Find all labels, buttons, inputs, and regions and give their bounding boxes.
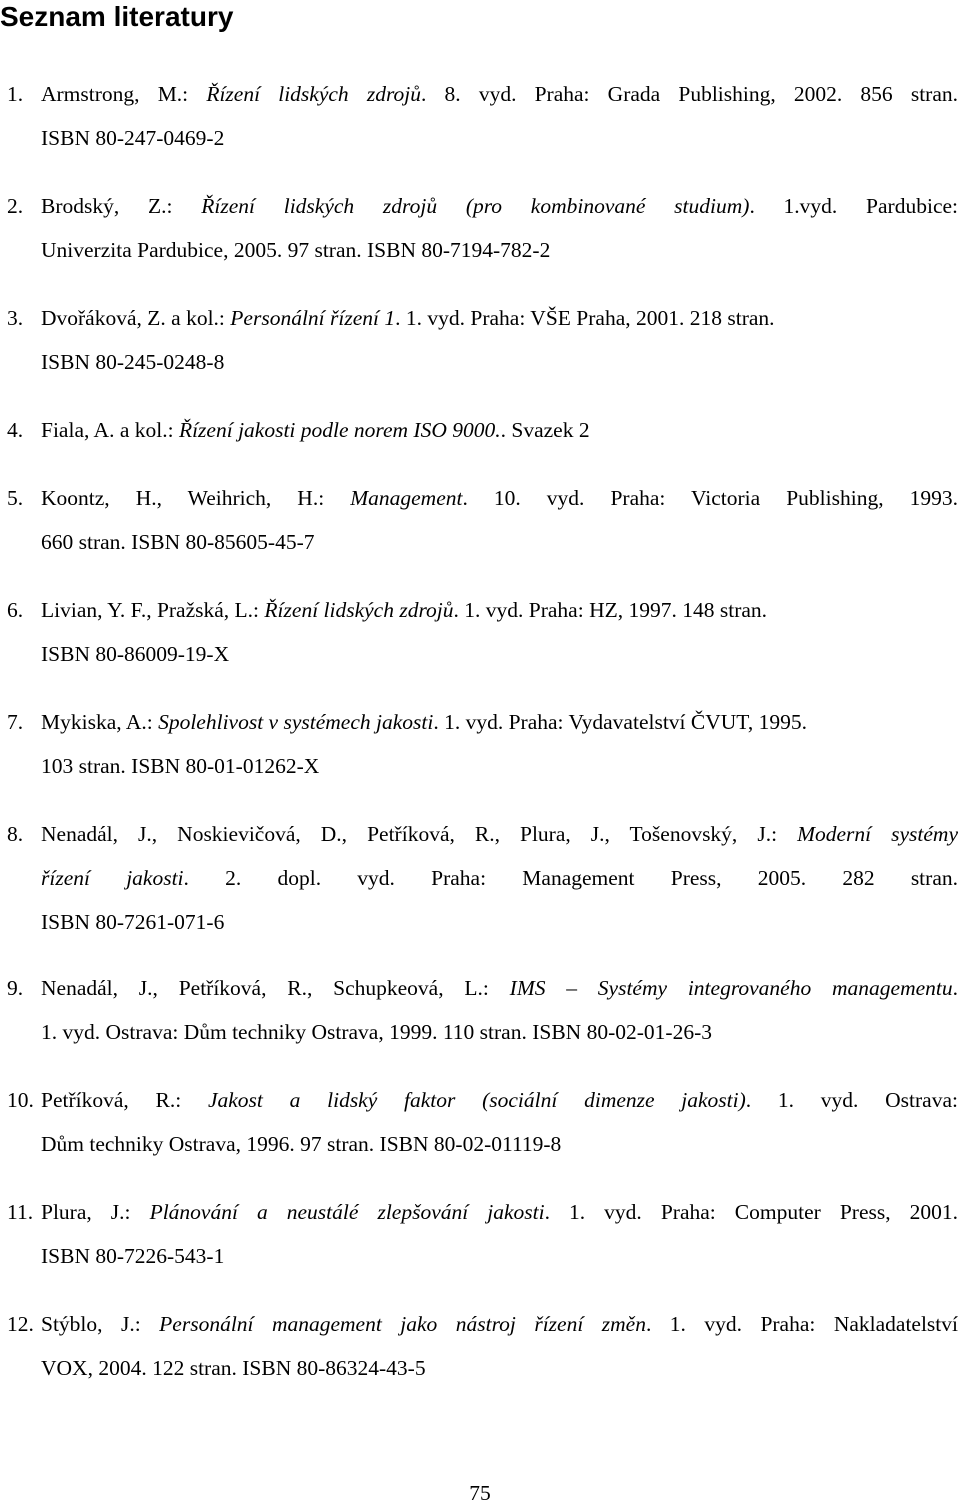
reference-text <box>41 296 958 384</box>
reference-segment: Dvořáková, Z. a kol.: <box>41 306 231 330</box>
reference-segment: . 1. vyd. Praha: VŠE Praha, 2001. 218 stran. <box>395 306 775 330</box>
reference-number: 12. <box>7 1312 34 1336</box>
reference-line <box>41 340 958 384</box>
reference-segment: Dům techniky Ostrava, 1996. 97 stran. ISBN 80-02-01119-8 <box>41 1132 562 1156</box>
reference-line <box>41 184 958 228</box>
reference-line <box>41 1078 958 1122</box>
reference-line <box>41 1302 958 1346</box>
reference-line <box>41 900 958 944</box>
reference-segment: ISBN 80-247-0469-2 <box>41 126 225 150</box>
reference-text <box>41 588 958 676</box>
reference-segment: 1. vyd. Ostrava: Dům techniky Ostrava, 1999. 110 stran. ISBN 80-02-01-26-3 <box>41 1020 712 1044</box>
reference-segment: . 1.vyd. Pardubice: <box>749 194 959 218</box>
reference-number: 6. <box>7 598 24 622</box>
reference-segment: . 1. vyd. Praha: Computer Press, 2001. <box>544 1200 959 1224</box>
reference-text <box>41 1302 958 1390</box>
reference-title: Personální management jako nástroj řízení změn <box>159 1312 646 1336</box>
reference-text <box>41 408 958 452</box>
reference-segment: VOX, 2004. 122 stran. ISBN 80-86324-43-5 <box>41 1356 426 1380</box>
reference-segment: . 2. dopl. vyd. Praha: Management Press, 2005. 282 stran. <box>183 866 958 890</box>
reference-segment: Koontz, H., Weihrich, H.: <box>41 486 351 510</box>
reference-segment: ISBN 80-7261-071-6 <box>41 910 225 934</box>
reference-segment: 660 stran. ISBN 80-85605-45-7 <box>41 530 315 554</box>
reference-number: 11. <box>7 1200 34 1224</box>
reference-line <box>41 116 958 160</box>
reference-line <box>41 228 958 272</box>
page-title: Seznam literatury <box>0 1 234 32</box>
reference-segment: Mykiska, A.: <box>41 710 159 734</box>
reference-text <box>41 700 958 788</box>
reference-title: Plánování a neustálé zlepšování jakosti <box>149 1200 545 1224</box>
reference-title: Řízení lidských zdrojů <box>206 82 421 106</box>
reference-segment: Brodský, Z.: <box>41 194 202 218</box>
reference-title: Řízení lidských zdrojů <box>264 598 454 622</box>
reference-text <box>41 812 958 944</box>
reference-line <box>41 812 958 856</box>
reference-line <box>41 632 958 676</box>
reference-number: 5. <box>7 486 24 510</box>
reference-segment: ISBN 80-7226-543-1 <box>41 1244 225 1268</box>
reference-number: 8. <box>7 822 24 846</box>
reference-line <box>41 520 958 564</box>
reference-number: 7. <box>7 710 24 734</box>
reference-segment: ISBN 80-86009-19-X <box>41 642 230 666</box>
reference-text <box>41 72 958 160</box>
reference-number: 9. <box>7 976 24 1000</box>
reference-segment: 103 stran. ISBN 80-01-01262-X <box>41 754 320 778</box>
reference-title: řízení jakosti <box>41 866 184 890</box>
reference-number: 4. <box>7 418 24 442</box>
page-number: 75 <box>469 1481 491 1505</box>
reference-segment: Plura, J.: <box>41 1200 150 1224</box>
reference-line <box>41 1234 958 1278</box>
reference-segment: Univerzita Pardubice, 2005. 97 stran. ISBN 80-7194-782-2 <box>41 238 551 262</box>
reference-segment: . 1. vyd. Praha: Nakladatelství <box>645 1312 958 1336</box>
reference-line <box>41 1190 958 1234</box>
reference-segment: . 1. vyd. Praha: Vydavatelství ČVUT, 1995. <box>433 710 807 734</box>
reference-number: 1. <box>7 82 24 106</box>
reference-segment: Fiala, A. a kol.: <box>41 418 179 442</box>
reference-title: IMS – Systémy integrovaného managementu <box>509 976 953 1000</box>
reference-text <box>41 184 958 272</box>
reference-segment: . 1. vyd. Ostrava: <box>745 1088 958 1112</box>
reference-segment: . 1. vyd. Praha: HZ, 1997. 148 stran. <box>453 598 768 622</box>
reference-number: 2. <box>7 194 24 218</box>
reference-line <box>41 700 958 744</box>
reference-line <box>41 1346 958 1390</box>
reference-segment: Armstrong, M.: <box>41 82 207 106</box>
reference-line <box>41 408 958 452</box>
reference-line <box>41 1010 958 1054</box>
reference-line <box>41 588 958 632</box>
reference-line <box>41 966 958 1010</box>
reference-title: Řízení lidských zdrojů (pro kombinované studium) <box>201 194 750 218</box>
reference-number: 10. <box>7 1088 34 1112</box>
reference-segment: Petříková, R.: <box>41 1088 208 1112</box>
reference-text <box>41 966 958 1054</box>
reference-segment: . <box>952 976 958 1000</box>
reference-number: 3. <box>7 306 24 330</box>
reference-segment: . Svazek 2 <box>500 418 590 442</box>
reference-segment: Stýblo, J.: <box>41 1312 160 1336</box>
reference-title: Řízení jakosti podle norem ISO 9000. <box>178 418 501 442</box>
reference-line <box>41 296 958 340</box>
reference-line <box>41 744 958 788</box>
reference-title: Management <box>350 486 463 510</box>
reference-segment: . 10. vyd. Praha: Victoria Publishing, 1993. <box>462 486 958 510</box>
reference-segment: . 8. vyd. Praha: Grada Publishing, 2002. 856 stran. <box>421 82 959 106</box>
reference-title: Moderní systémy <box>797 822 959 846</box>
reference-line <box>41 856 958 900</box>
reference-text <box>41 1078 958 1166</box>
reference-segment: Livian, Y. F., Pražská, L.: <box>41 598 265 622</box>
reference-title: Spolehlivost v systémech jakosti <box>158 710 434 734</box>
reference-segment: Nenadál, J., Noskievičová, D., Petříková, R., Plura, J., Tošenovský, J.: <box>41 822 798 846</box>
reference-line <box>41 72 958 116</box>
reference-segment: Nenadál, J., Petříková, R., Schupkeová, L.: <box>41 976 510 1000</box>
reference-title: Jakost a lidský faktor (sociální dimenze jakosti) <box>207 1088 746 1112</box>
reference-text <box>41 1190 958 1278</box>
reference-line <box>41 476 958 520</box>
reference-segment: ISBN 80-245-0248-8 <box>41 350 225 374</box>
reference-line <box>41 1122 958 1166</box>
reference-title: Personální řízení 1 <box>230 306 396 330</box>
reference-text <box>41 476 958 564</box>
